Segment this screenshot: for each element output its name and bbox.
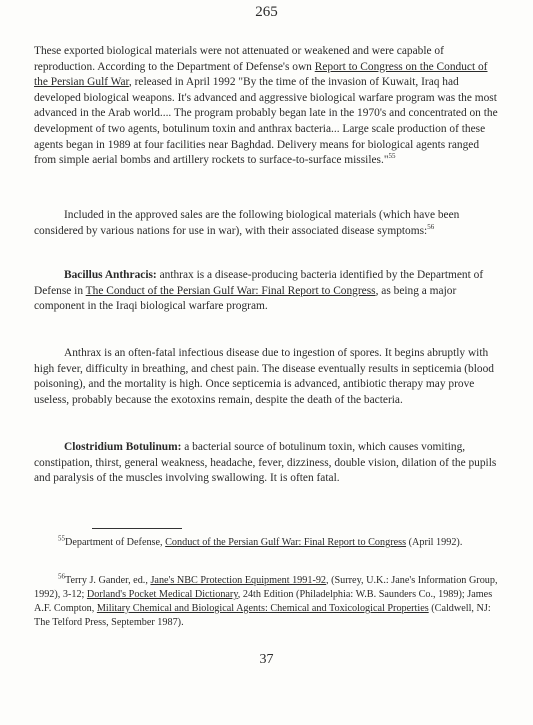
agent-heading-anthracis: Bacillus Anthracis:: [64, 269, 157, 281]
report-title-link: Report to Congress on the Conduct of the Persian Gulf War: [34, 60, 488, 89]
paragraph-bacillus-anthracis: [34, 268, 504, 315]
footnote-55: [34, 536, 504, 550]
paragraph-export-materials: [34, 44, 504, 169]
paragraph-approved-sales: [34, 208, 504, 239]
text: anthrax is a disease-producing bacteria identified by the Department of Defense in: [34, 269, 484, 297]
cited-title: Jane's NBC Protection Equipment 1991-92: [150, 575, 327, 586]
footnote-number: 56: [58, 572, 65, 581]
text: (April 1992).: [406, 537, 463, 548]
footnote-56: [34, 574, 504, 630]
text: Terry J. Gander, ed.,: [65, 575, 151, 586]
report-title-link: The Conduct of the Persian Gulf War: Final Report to Congress: [85, 284, 376, 297]
page-number-bottom: 37: [259, 652, 274, 667]
text: Included in the approved sales are the following biological materials (which have been considered by various nations for use in war), with their associated disease symptoms:: [34, 209, 460, 237]
paragraph-anthrax-description: [34, 346, 504, 408]
footnote-ref-55: 55: [388, 152, 396, 161]
footnote-number: 55: [58, 534, 65, 543]
text: a bacterial source of botulinum toxin, which causes vomiting, constipation, thirst, general weakness, headache, fever, dizziness, double vision, dilation of the pupils and paralysis of the muscles involving swallowing. It is often fatal.: [34, 441, 497, 485]
cited-title: Dorland's Pocket Medical Dictionary: [86, 589, 238, 600]
text: , 24th Edition (Philadelphia: W.B. Saunders Co., 1989); James A.F. Compton,: [34, 589, 493, 614]
footnote-ref-56: 56: [427, 222, 435, 231]
text: Anthrax is an often-fatal infectious disease due to ingestion of spores. It begins abruptly with high fever, difficulty in breathing, and chest pain. The disease eventually results in septicemia (blood poisoning), and the mortality is high. Once septicemia is advanced, antibiotic therapy may prove useless, probably because the exotoxins remain, despite the death of the bacteria.: [34, 347, 494, 406]
text: Department of Defense,: [65, 537, 166, 548]
text: (Caldwell, NJ: The Telford Press, September 1987).: [34, 603, 491, 628]
text: , (Surrey, U.K.: Jane's Information Group, 1992), 3-12;: [34, 575, 498, 600]
cited-title: Military Chemical and Biological Agents: Chemical and Toxicological Properties: [96, 603, 429, 614]
text: , as being a major component in the Iraqi biological warfare program.: [34, 284, 457, 313]
page-number-top: 265: [255, 4, 278, 20]
text: These exported biological materials were not attenuated or weakened and were capable of reproduction. According to the Department of Defense's own: [34, 45, 444, 73]
paragraph-clostridium-botulinum: [34, 440, 504, 487]
text: , released in April 1992 "By the time of the invasion of Kuwait, Iraq had developed biological weapons. It's advanced and aggressive biological warfare program was the most advanced in the Arab world.... The program probably began late in the 1970's and concentrated on the development of two agents, botulinum toxin and anthrax bacteria... Large scale production of these agents began in 1989 at four facilities near Baghdad. Delivery means for biological agents ranged from simple aerial bombs and artillery rockets to surface-to-surface missiles.": [34, 76, 498, 167]
cited-title: Conduct of the Persian Gulf War: Final Report to Congress: [165, 537, 407, 548]
agent-heading-botulinum: Clostridium Botulinum:: [64, 441, 182, 453]
footnote-divider: [92, 528, 182, 529]
